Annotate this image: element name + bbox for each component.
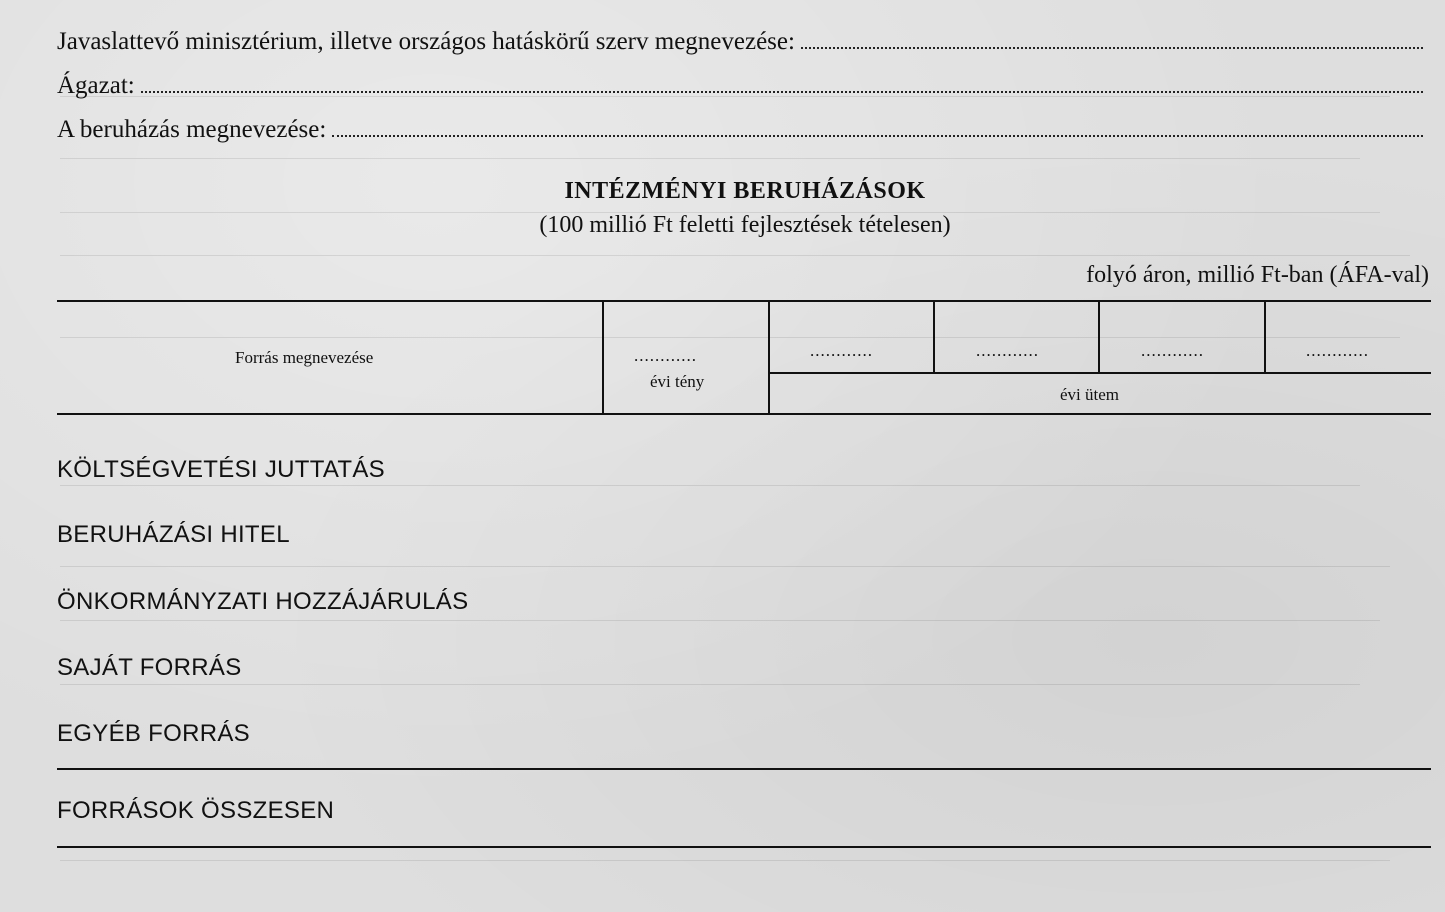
table-row-total: FORRÁSOK ÖSSZESEN (57, 797, 335, 824)
actual-column-header: évi tény (650, 372, 705, 391)
table-row-other-source: EGYÉB FORRÁS (57, 720, 250, 747)
table-row-municipal-contribution: ÖNKORMÁNYZATI HOZZÁJÁRULÁS (57, 588, 469, 615)
show-through-line (60, 337, 1400, 338)
investment-name-dotted-line[interactable] (332, 117, 1423, 137)
table-row-budget-allocation: KÖLTSÉGVETÉSI JUTTATÁS (57, 456, 385, 483)
column-divider (933, 300, 935, 372)
table-header-bottom-rule (57, 413, 1431, 415)
column-divider (768, 300, 770, 413)
source-column-header: Forrás megnevezése (235, 348, 374, 367)
table-top-rule (57, 300, 1431, 302)
show-through-line (60, 620, 1380, 621)
table-bottom-rule (57, 846, 1431, 848)
ministry-field[interactable] (57, 28, 1423, 56)
show-through-line (60, 485, 1360, 486)
investment-name-field[interactable] (57, 116, 1423, 144)
plan-divider-rule (768, 372, 1431, 374)
plan-year-placeholder-4[interactable]: ............ (1306, 341, 1369, 360)
plan-column-header: évi ütem (1060, 385, 1120, 404)
show-through-line (60, 566, 1390, 567)
ministry-dotted-line[interactable] (801, 29, 1423, 49)
form-title: INTÉZMÉNYI BERUHÁZÁSOK (564, 178, 926, 204)
show-through-line (60, 684, 1360, 685)
column-divider (602, 300, 604, 413)
sector-field[interactable] (57, 72, 1423, 100)
total-top-rule (57, 768, 1431, 770)
investment-name-label: A beruházás megnevezése: (57, 116, 327, 143)
plan-year-placeholder-3[interactable]: ............ (1141, 341, 1204, 360)
plan-year-placeholder-2[interactable]: ............ (976, 341, 1039, 360)
table-row-own-source: SAJÁT FORRÁS (57, 654, 242, 681)
table-row-investment-loan: BERUHÁZÁSI HITEL (57, 521, 290, 548)
form-subtitle: (100 millió Ft feletti fejlesztések tételesen) (539, 212, 951, 238)
ministry-label: Javaslattevő minisztérium, illetve országos hatáskörű szerv megnevezése: (57, 28, 795, 55)
column-divider (1264, 300, 1266, 372)
show-through-line (60, 158, 1360, 159)
plan-year-placeholder-1[interactable]: ............ (810, 341, 873, 360)
unit-note: folyó áron, millió Ft-ban (ÁFA-val) (1086, 262, 1429, 288)
actual-year-placeholder[interactable]: ............ (634, 346, 697, 365)
sector-dotted-line[interactable] (141, 73, 1423, 93)
show-through-line (60, 255, 1410, 256)
sector-label: Ágazat: (57, 72, 135, 99)
show-through-line (60, 860, 1390, 861)
column-divider (1098, 300, 1100, 372)
